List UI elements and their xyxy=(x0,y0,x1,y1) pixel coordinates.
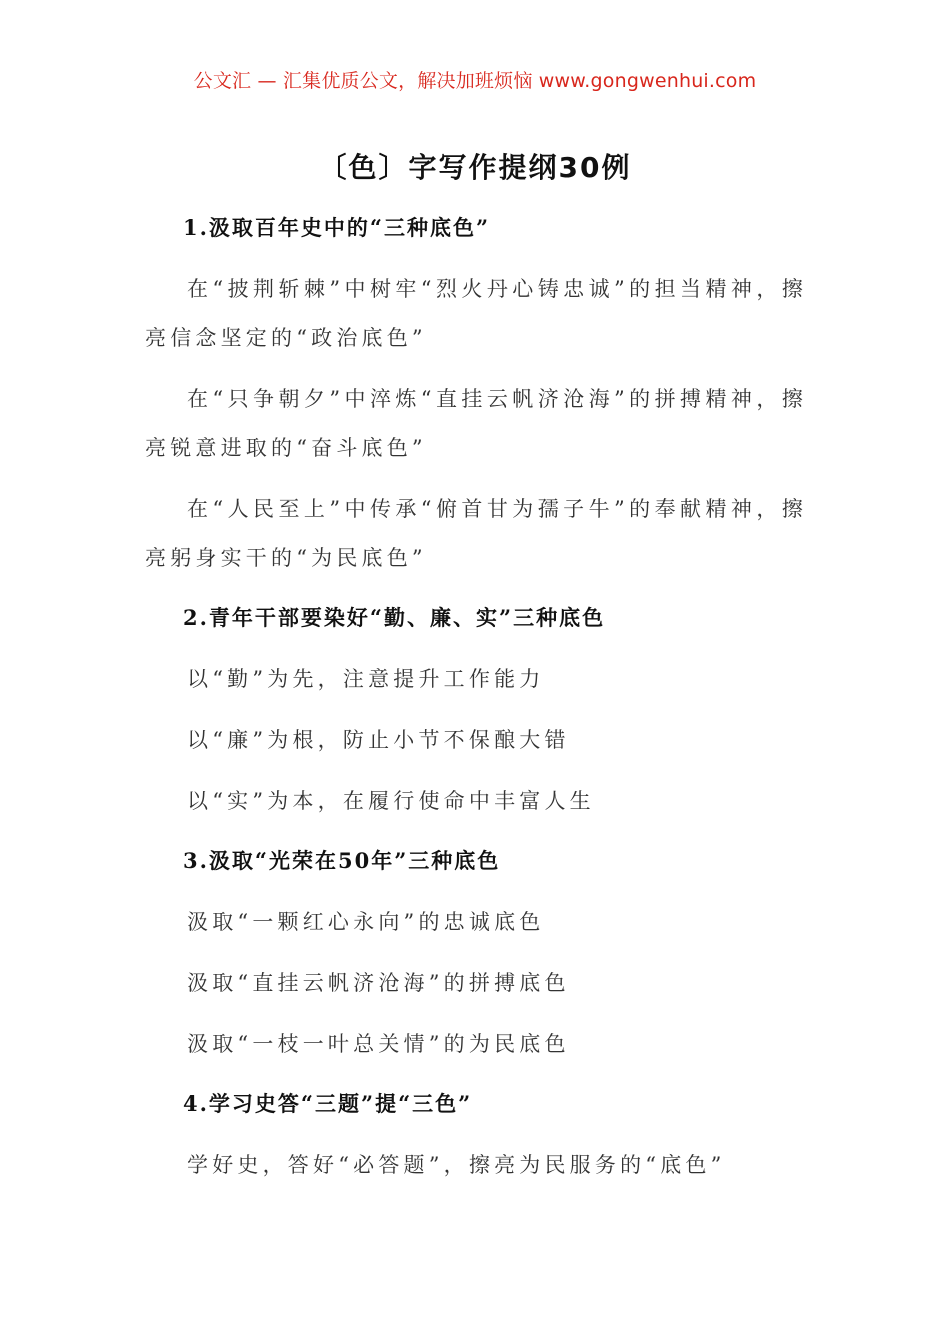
header-banner: 公文汇 — 汇集优质公文，解决加班烦恼 www.gongwenhui.com xyxy=(193,70,757,92)
paragraph: 汲取“一枝一叶总关情”的为民底色 xyxy=(187,1032,570,1056)
paragraph: 在“只争朝夕”中淬炼“直挂云帆济沧海”的拼搏精神，擦亮锐意进取的“奋斗底色” xyxy=(145,387,807,460)
section-heading: 1.汲取百年史中的“三种底色” xyxy=(183,215,491,240)
paragraph: 以“实”为本，在履行使命中丰富人生 xyxy=(187,789,595,813)
paragraph: 汲取“一颗红心永向”的忠诚底色 xyxy=(187,910,545,934)
section-heading: 4.学习史答“三题”提“三色” xyxy=(183,1091,473,1116)
paragraph: 以“廉”为根，防止小节不保酿大错 xyxy=(187,728,570,752)
paragraph: 在“披荆斩棘”中树牢“烈火丹心铸忠诚”的担当精神，擦亮信念坚定的“政治底色” xyxy=(145,277,807,350)
section-heading: 3.汲取“光荣在50年”三种底色 xyxy=(183,848,501,873)
document-title: 〔色〕字写作提纲30例 xyxy=(318,151,632,184)
paragraph: 以“勤”为先，注意提升工作能力 xyxy=(187,667,545,691)
paragraph: 学好史，答好“必答题”，擦亮为民服务的“底色” xyxy=(187,1153,726,1177)
paragraph: 汲取“直挂云帆济沧海”的拼搏底色 xyxy=(187,971,570,995)
paragraph: 在“人民至上”中传承“俯首甘为孺子牛”的奉献精神，擦亮躬身实干的“为民底色” xyxy=(145,497,807,570)
section-heading: 2.青年干部要染好“勤、廉、实”三种底色 xyxy=(183,605,606,630)
document-body xyxy=(145,205,807,1202)
